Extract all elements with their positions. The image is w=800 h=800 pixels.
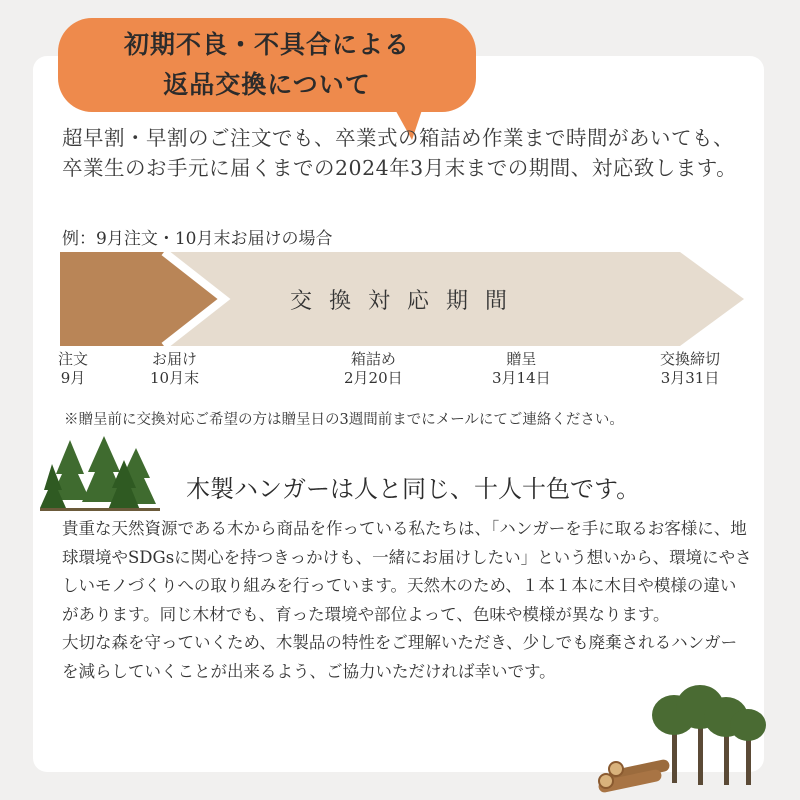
intro-text: 超早割・早割のご注文でも、卒業式の箱詰め作業まで時間があいても、卒業生のお手元に届くまでの2024年3月末までの期間、対応致します。	[62, 126, 738, 180]
step-date: 9月	[60, 369, 86, 387]
example-label: 例：9月注文・10月末お届けの場合	[62, 229, 333, 249]
body-paragraph-2: 大切な森を守っていくため、木製品の特性をご理解いただき、少しでも廃棄されるハンガーを減らしていくことが出来るよう、ご協力いただければ幸いです。	[62, 633, 738, 681]
step-date: 2月20日	[344, 369, 403, 387]
pine-trees-icon	[40, 434, 160, 514]
timeline-note: ※贈呈前に交換対応ご希望の方は贈呈日の3週間前までにメールにてご連絡ください。	[64, 412, 624, 428]
step-packing	[344, 350, 403, 388]
title-line-2: 返品交換について	[163, 70, 371, 99]
hanger-section-title: 木製ハンガーは人と同じ、十人十色です。	[186, 475, 641, 503]
title-bubble	[58, 18, 476, 112]
step-name: 贈呈	[506, 350, 537, 368]
hanger-section-body	[62, 515, 752, 686]
step-date: 10月末	[150, 369, 200, 387]
step-name: 交換締切	[660, 350, 721, 368]
step-date: 3月31日	[660, 369, 720, 387]
step-date: 3月14日	[492, 369, 551, 387]
forest-logs-icon	[588, 685, 768, 793]
step-name: 箱詰め	[350, 350, 396, 368]
step-name: お届け	[152, 350, 198, 368]
step-presentation	[492, 350, 551, 388]
period-label: 交換対応期間	[290, 289, 525, 314]
step-name: 注文	[58, 350, 89, 368]
step-deadline	[660, 350, 720, 388]
body-paragraph-1: 貴重な天然資源である木から商品を作っている私たちは、「ハンガーを手に取るお客様に、地球環境やSDGsに関心を持つきっかけも、一緒にお届けしたい」という想いから、環境にやさしいモノづくりへの取り組みを行っています。天然木のため、１本１本に木目や模様の違いがあります。同じ木材でも、育った環境や部位よって、色味や模様が異なります。	[62, 519, 752, 624]
title-line-1: 初期不良・不具合による	[123, 30, 410, 59]
step-delivery	[150, 350, 199, 388]
step-order	[58, 350, 88, 388]
